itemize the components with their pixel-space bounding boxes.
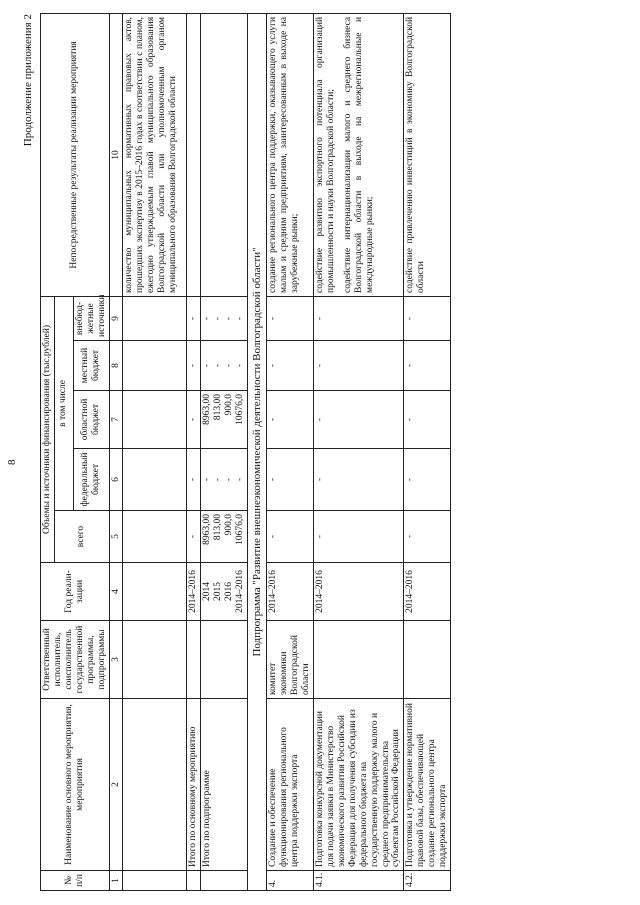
cell-federal: - — [267, 449, 314, 511]
cell-offbudget: - — [267, 296, 314, 340]
row-name: Подготовка и утверждение нормативной правовой базы, обеспечивающей создание регионального центра поддержки экспорта — [404, 699, 451, 871]
cell-regional: 8963,00 813,00 900,0 10676,0 — [200, 391, 247, 449]
col-num: 7 — [109, 391, 123, 449]
row-name — [123, 699, 187, 871]
row-years: 2014 2015 2016 2014–2016 — [200, 563, 247, 621]
program-table — [40, 13, 451, 891]
col-num: 4 — [109, 563, 123, 621]
cell-offbudget: - — [187, 296, 201, 340]
header-name: Наименование основного мероприятия, мероприятия — [41, 699, 110, 871]
header-local: местный бюджет — [73, 341, 109, 391]
table-row — [404, 13, 451, 890]
row-name: Создание и обеспечение функционирования регионального центра поддержки экспорта — [267, 699, 314, 871]
continuation-note: Продолжение приложения 2 — [22, 14, 34, 147]
cell-regional: - — [404, 391, 451, 449]
row-name: Итого по основному мероприятию — [187, 699, 201, 871]
col-num: 5 — [109, 511, 123, 563]
row-executor: комитет экономики Волгоградской области — [267, 621, 314, 699]
cell-federal: - — [187, 449, 201, 511]
cell-local: - — [267, 341, 314, 391]
table-row — [267, 13, 314, 890]
cell-offbudget: - — [314, 296, 404, 340]
column-number-row — [109, 13, 123, 890]
cell-regional: - — [267, 391, 314, 449]
row-result: создание регионального центра поддержки, оказывающего услуги малым и средним предприятиям, заинтересованным в выходе на зарубежные рынки; — [267, 13, 314, 296]
row-no: 4. — [267, 871, 314, 891]
header-total: всего — [54, 511, 109, 563]
row-no: 4.2. — [404, 871, 451, 891]
header-results: Непосредственные результаты реализации мероприятия — [41, 13, 110, 296]
col-num: 8 — [109, 341, 123, 391]
cell-federal: - — [314, 449, 404, 511]
col-num: 2 — [109, 699, 123, 871]
cell-local: - - - - — [200, 341, 247, 391]
header-executor: Ответственный исполнитель, соисполнитель государственной программы, подпрограммы — [41, 621, 110, 699]
cell-local: - — [404, 341, 451, 391]
cell-federal: - — [404, 449, 451, 511]
col-num: 10 — [109, 13, 123, 296]
table-row — [314, 13, 404, 890]
cell-total: 8963,00 813,00 900,0 10676,0 — [200, 511, 247, 563]
col-num: 3 — [109, 621, 123, 699]
header-no: № п/п — [41, 871, 110, 891]
cell-regional: - — [187, 391, 201, 449]
subprogram-row — [247, 13, 267, 890]
header-offbudget: внебюд-жетные источники — [73, 296, 109, 340]
row-result: содействие развитию экспортного потенциала организаций промышленности и науки Волгоградской области; содействие интернационализации малого и среднего бизнеса Волгоградской области в выходе на межрегиональные и международные рынки; — [314, 13, 404, 296]
cell-total: - — [404, 511, 451, 563]
row-year: 2014–2016 — [314, 563, 404, 621]
header-year: Год реали-зации — [41, 563, 110, 621]
cell-offbudget: - - - - — [200, 296, 247, 340]
col-num: 1 — [109, 871, 123, 891]
header-federal: федеральный бюджет — [73, 449, 109, 511]
row-result: количество муниципальных нормативных правовых актов, прошедших экспертизу в 2015–2016 годах в соответствии с планом, ежегодно утверждаемым главой муниципального образования Волгоградской области или уполномоченным органом муниципального образования Волгоградской области — [123, 13, 187, 296]
row-result: содействие привлечению инвестиций в экономику Волгоградской области — [404, 13, 451, 296]
col-num: 6 — [109, 449, 123, 511]
cell-total: - — [267, 511, 314, 563]
cell-total: - — [187, 511, 201, 563]
header-regional: областной бюджет — [73, 391, 109, 449]
row-name: Итого по подпрограмме — [200, 699, 247, 871]
page-number: 8 — [6, 459, 18, 465]
col-num: 9 — [109, 296, 123, 340]
cell-local: - — [187, 341, 201, 391]
row-year: 2014–2016 — [404, 563, 451, 621]
cell-local: - — [314, 341, 404, 391]
header-funding: Объемы и источники финансирования (тыс.рублей) — [41, 296, 55, 562]
row-year: 2014–2016 — [187, 563, 201, 621]
table-row — [200, 13, 247, 890]
row-no: 4.1. — [314, 871, 404, 891]
table-row — [123, 13, 187, 890]
cell-regional: - — [314, 391, 404, 449]
cell-total: - — [314, 511, 404, 563]
subprogram-title: Подпрограмма "Развитие внешнеэкономической деятельности Волгоградской области" — [247, 13, 267, 890]
cell-offbudget: - — [404, 296, 451, 340]
row-name: Подготовка конкурсной документации для подачи заявки в Министерство экономического развития Российской Федерации для получения субсидии из федерального бюджета на государственную поддержку малого и среднего предпринимательства субъектам Российской Федерации — [314, 699, 404, 871]
header-incl: в том числе — [54, 296, 73, 510]
row-year: 2014–2016 — [267, 563, 314, 621]
cell-federal: - - - - — [200, 449, 247, 511]
table-row — [187, 13, 201, 890]
